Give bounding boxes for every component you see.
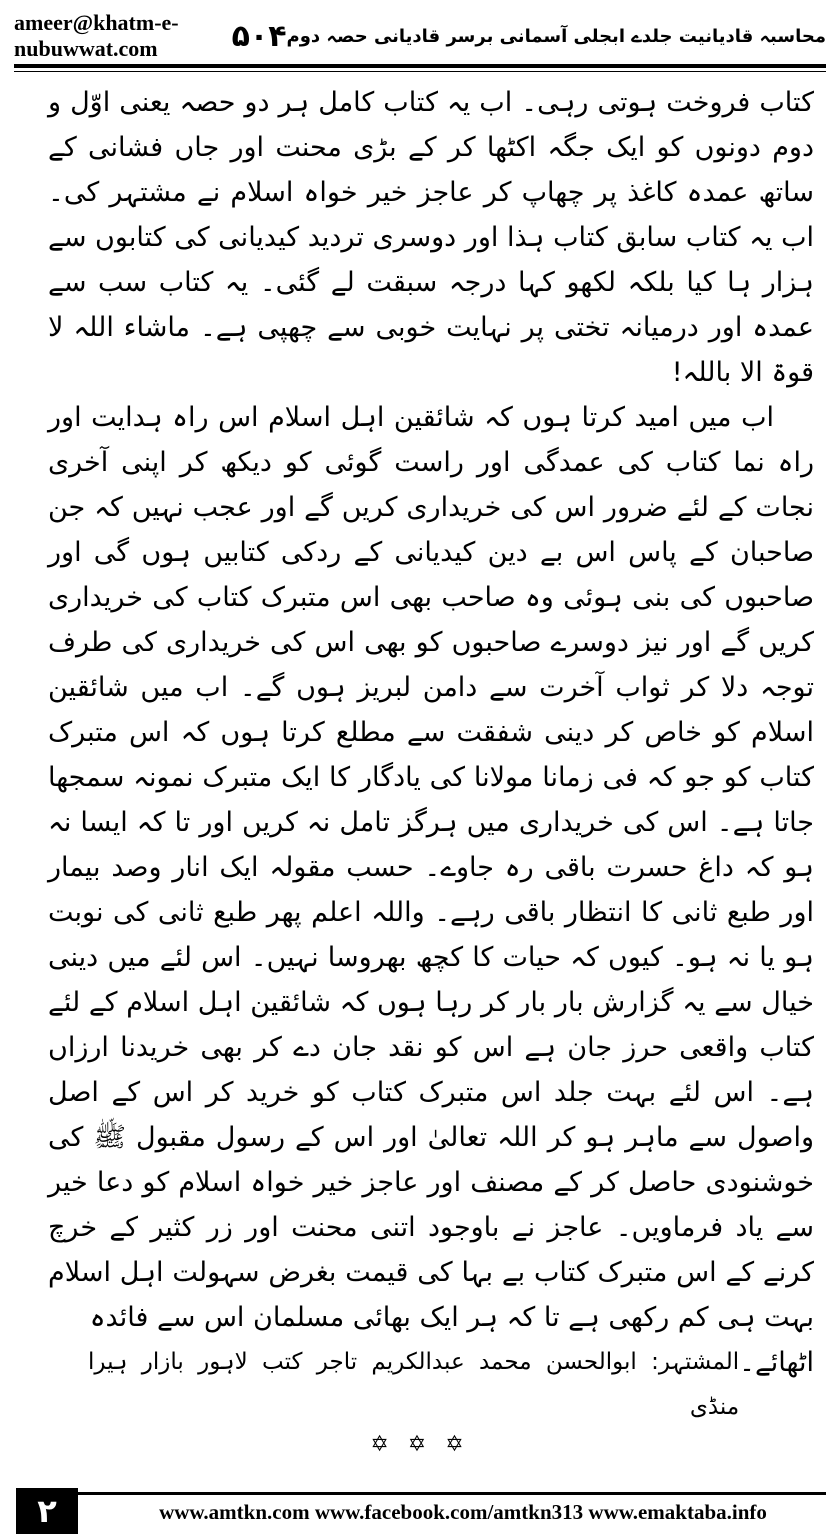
header-rule-thin — [14, 71, 826, 72]
page-header — [14, 10, 826, 61]
header-book-title: محاسبہ قادیانیت جلدے ابجلی آسمانی برسر قادیانی حصہ دوم — [286, 25, 826, 47]
header-left — [14, 10, 287, 62]
paragraph-1: کتاب فروخت ہوتی رہی۔ اب یہ کتاب کامل ہر دو حصہ یعنی اوّل و دوم دونوں کو ایک جگہ اکٹھا کر کے بڑی محنت اور جاں فشانی کے ساتھ عمدہ کاغذ پر چھاپ کر عاجز خیر خواہ اسلام نے مشتہر کی۔ اب یہ کتاب سابق کتاب ہذا اور دوسری تردید کیدیانی کی کتابوں سے ہزار ہا کیا بلکہ لکھو کہا درجہ سبقت لے گئی۔ یہ کتاب سب سے عمدہ اور درمیانہ تختی پر نہایت خوبی سے چھپی ہے۔ ماشاء اللہ لا قوۃ الا باللہ! — [48, 87, 814, 388]
signature-line — [48, 1340, 814, 1430]
publisher-note: المشتہر: ابوالحسن محمد عبدالکریم تاجر کتب لاہور بازار ہیرا منڈی — [88, 1349, 740, 1420]
footer-rule — [78, 1492, 826, 1495]
footer-page-badge: ۲ — [16, 1488, 78, 1534]
main-text — [48, 80, 814, 1430]
page-footer — [0, 1480, 840, 1540]
section-separator: ✡ ✡ ✡ — [370, 1432, 470, 1457]
paragraph-2: اب میں امید کرتا ہوں کہ شائقین اہل اسلام اس راہ ہدایت اور راہ نما کتاب کی عمدگی اور راست گوئی کو دیکھ کر اپنی آخری نجات کے لئے ضرور اس کی خریداری کریں گے اور عجب نہیں کہ جن صاحبان کے پاس اس بے دین کیدیانی کے ردکی کتابیں ہوں گی اور صاحبوں کی بنی ہوئی وہ صاحب بھی اس متبرک کتاب کی خریداری کریں گے اور نیز دوسرے صاحبوں کو بھی اس کی خریداری کی طرف توجہ دلا کر ثواب آخرت سے دامن لبریز ہوں گے۔ اب میں شائقین اسلام کو خاص کر دینی شفقت سے مطلع کرتا ہوں کہ اس متبرک کتاب کو جو کہ فی زمانا مولانا کی یادگار کا ایک متبرک نمونہ سمجھا جاتا ہے۔ اس کی خریداری میں ہرگز تامل نہ کریں اور تا کہ ایسا نہ ہو کہ داغ حسرت باقی رہ جاوے۔ حسب مقولہ ایک انار وصد بیمار اور طبع ثانی کا انتظار باقی رہے۔ واللہ اعلم پھر طبع ثانی کی نوبت ہو یا نہ ہو۔ کیوں کہ حیات کا کچھ بھروسا نہیں۔ اس لئے میں دینی خیال سے یہ گزارش بار بار کر رہا ہوں کہ شائقین اہل اسلام کے لئے کتاب واقعی حرز جان ہے اس کو نقد جان دے کر بھی خریدنا ارزاں ہے۔ اس لئے بہت جلد اس متبرک کتاب کو خرید کر اس کے اصل واصول سے ماہر ہو کر اللہ تعالیٰ اور اس کے رسول مقبول ﷺ کی خوشنودی حاصل کر کے مصنف اور عاجز خیر خواہ اسلام کو دعا خیر سے یاد فرماویں۔ عاجز نے باوجود اتنی محنت اور زر کثیر کے خرچ کرنے کے اس متبرک کتاب بے بہا کی قیمت بغرض سہولت اہل اسلام بہت ہی کم رکھی ہے تا کہ ہر ایک بھائی مسلمان اس سے فائدہ — [48, 402, 814, 1333]
closing-word: اٹھائے۔ — [739, 1347, 814, 1378]
header-rule-thick — [14, 64, 826, 68]
header-email[interactable]: ameer@khatm-e-nubuwwat.com — [14, 10, 179, 61]
header-page-number: ۵۰۴ — [231, 18, 287, 54]
footer-links[interactable]: www.amtkn.com www.facebook.com/amtkn313 www.emaktaba.info — [159, 1500, 767, 1524]
